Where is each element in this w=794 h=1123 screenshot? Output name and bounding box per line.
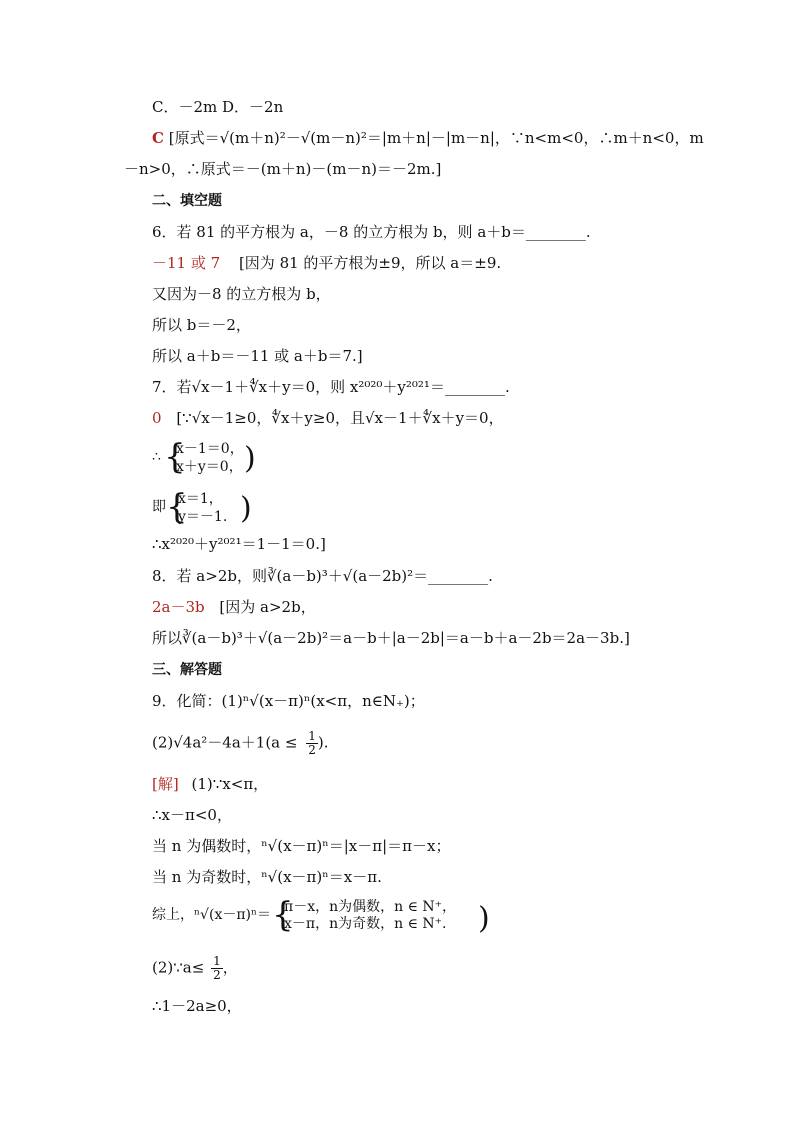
solution-line-3: 当 n 为偶数时，ⁿ√(x－π)ⁿ＝|x－π|＝π－x； bbox=[152, 837, 451, 855]
answer-7-explanation: [∵√x－1≥0，∜x＋y≥0，且√x－1＋∜x＋y＝0， bbox=[176, 409, 504, 427]
answer-7-system-2: 即 { x＝1， y＝－1. ) bbox=[152, 487, 252, 527]
answer-7-conclusion: ∴x²⁰²⁰＋y²⁰²¹＝1－1＝0.] bbox=[152, 535, 326, 553]
question-8: 8．若 a>2b，则∛(a－b)³＋√(a－2b)²＝________. bbox=[152, 567, 493, 585]
solution-label: [解] bbox=[152, 775, 179, 793]
question-9-part-1: 9．化简：(1)ⁿ√(x－π)ⁿ(x<π，n∈N₊)； bbox=[152, 692, 425, 710]
answer-6-key: －11 或 7 bbox=[152, 254, 221, 272]
answer-5-line-2: －n>0，∴原式＝－(m＋n)－(m－n)＝－2m.] bbox=[124, 160, 442, 178]
answer-7-key: 0 bbox=[152, 409, 162, 427]
answer-8-key: 2a－3b bbox=[152, 598, 205, 616]
right-paren: ) bbox=[244, 441, 256, 476]
answer-6-line-1 bbox=[152, 253, 501, 273]
case-even: π－x，n为偶数，n ∈ N⁺， bbox=[284, 899, 457, 915]
left-brace: { bbox=[166, 487, 188, 527]
solution-line-4: 当 n 为奇数时，ⁿ√(x－π)ⁿ＝x－π. bbox=[152, 868, 382, 886]
left-brace: { bbox=[164, 437, 186, 477]
answer-8-line-1 bbox=[152, 597, 316, 617]
answer-6-explanation: [因为 81 的平方根为±9，所以 a＝±9. bbox=[238, 254, 502, 272]
question-7: 7．若√x－1＋∜x＋y＝0，则 x²⁰²⁰＋y²⁰²¹＝________. bbox=[152, 378, 510, 396]
solution-summary: 综上，ⁿ√(x－π)ⁿ＝ { π－x，n为偶数，n ∈ N⁺， x－π，n为奇数，n ∈ N⁺. ) bbox=[152, 895, 490, 936]
system-1-eq-1: x－1＝0， bbox=[176, 441, 244, 457]
answer-5-key: C bbox=[152, 129, 164, 147]
answer-8-line-2: 所以∛(a－b)³＋√(a－2b)²＝a－b＋|a－2b|＝a－b＋a－2b＝2a－3b.] bbox=[152, 629, 630, 647]
answer-7-line-1 bbox=[152, 408, 504, 428]
answer-6-line-3: 所以 b＝－2， bbox=[152, 316, 251, 334]
answer-6-line-4: 所以 a＋b＝－11 或 a＋b＝7.] bbox=[152, 347, 363, 365]
section-heading-fill: 二、填空题 bbox=[152, 193, 222, 209]
answer-5-line-1 bbox=[152, 128, 704, 148]
solution-part-2-line-2: ∴1－2a≥0， bbox=[152, 997, 242, 1015]
answer-6-line-2: 又因为－8 的立方根为 b， bbox=[152, 285, 331, 303]
line-options-cd: C．－2m D．－2n bbox=[152, 98, 284, 116]
section-heading-solve: 三、解答题 bbox=[152, 662, 222, 678]
system-2-eq-2: y＝－1. bbox=[178, 509, 228, 525]
solution-part-2-line-1: (2)∵a≤ $\frac{1}{2}$ ， bbox=[152, 954, 238, 982]
fraction-one-half-2: $\frac{1}{2}$ bbox=[213, 954, 221, 982]
left-brace: { bbox=[272, 895, 294, 935]
solution-line-1 bbox=[152, 774, 268, 794]
answer-7-system-1: ∴ { x－1＝0， x＋y＝0， ) bbox=[152, 437, 256, 477]
solution-step-1: (1)∵x<π， bbox=[191, 775, 269, 793]
right-paren: ) bbox=[478, 901, 490, 936]
system-1-eq-2: x＋y＝0， bbox=[176, 459, 243, 475]
case-odd: x－π，n为奇数，n ∈ N⁺. bbox=[284, 916, 447, 932]
system-2-eq-1: x＝1， bbox=[178, 491, 223, 507]
question-6: 6．若 81 的平方根为 a，－8 的立方根为 b，则 a＋b＝________. bbox=[152, 223, 591, 241]
answer-8-explanation: [因为 a>2b， bbox=[219, 598, 316, 616]
right-paren: ) bbox=[240, 491, 252, 526]
solution-line-2: ∴x－π<0， bbox=[152, 806, 232, 824]
fraction-one-half: $\frac{1}{2}$ bbox=[308, 729, 316, 757]
question-9-part-2: (2)√4a²－4a＋1(a ≤ $\frac{1}{2}$ ). bbox=[152, 729, 329, 757]
answer-5-explanation: [原式＝√(m＋n)²－√(m－n)²＝|m＋n|－|m－n|，∵n<m<0，∴m＋n<0，m bbox=[168, 129, 704, 147]
